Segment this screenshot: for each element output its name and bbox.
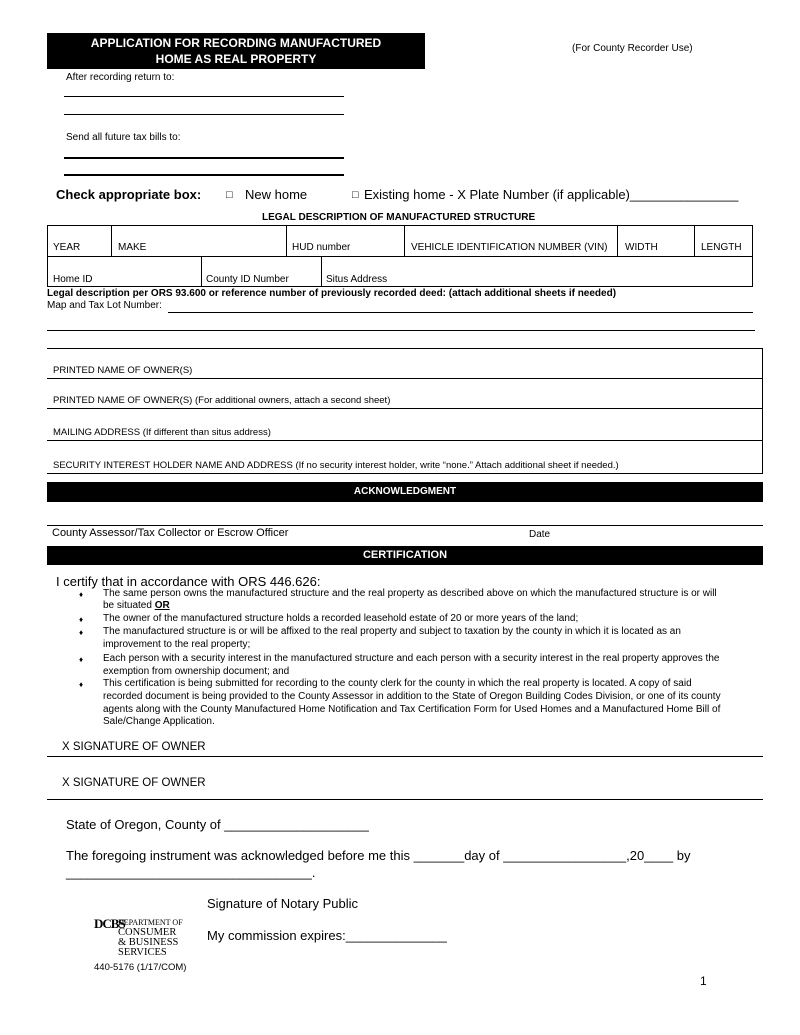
mailing-address-label: MAILING ADDRESS (If different than situs address) [53, 427, 271, 438]
new-home-label: New home [245, 187, 308, 202]
table-vline [694, 225, 695, 256]
acknowledged-by-line[interactable]: __________________________________. [66, 865, 316, 880]
logo-line3: & BUSINESS [118, 937, 179, 948]
date-label: Date [529, 529, 551, 540]
length-field[interactable]: LENGTH [701, 242, 742, 253]
bullet-diamond-icon: ♦ [79, 590, 84, 599]
legal-section-title: LEGAL DESCRIPTION OF MANUFACTURED STRUCTURE [262, 212, 536, 223]
assessor-signature-line[interactable] [47, 525, 763, 526]
map-tax-lot-line[interactable] [168, 312, 753, 313]
table-divider [47, 256, 753, 257]
bullet-diamond-icon: ♦ [79, 628, 84, 637]
table-vline [404, 225, 405, 256]
legal-description-label: Legal description per ORS 93.600 or reference number of previously recorded deed: (attach additional sheets if needed) [47, 288, 617, 299]
logo-line4: SERVICES [118, 947, 167, 958]
bullet-diamond-icon: ♦ [79, 680, 84, 689]
return-to-line-2[interactable] [64, 114, 344, 115]
dcbs-logo [94, 916, 190, 959]
county-id-field[interactable]: County ID Number [206, 274, 289, 285]
table-vline [111, 225, 112, 256]
bullet-1-line2 [103, 600, 170, 613]
mailing-address-line[interactable] [47, 440, 763, 441]
owner-signature-2-label: X SIGNATURE OF OWNER [62, 777, 206, 789]
bullet-5-line1: This certification is being submitted for recording to the county clerk for the county in which the real property is located. A copy of said [103, 678, 692, 689]
acknowledged-line[interactable]: The foregoing instrument was acknowledged before me this _______day of _________________,20____ by [66, 848, 691, 863]
return-to-line-1[interactable] [64, 96, 344, 97]
printed-name-additional-line[interactable] [47, 408, 763, 409]
bullet-5-line2: recorded document is being provided to the County Assessor in addition to the State of Oregon Building Codes Division, or one of its county [103, 691, 721, 702]
bullet-4-line2: exemption from ownership document; and [103, 666, 290, 677]
year-field[interactable]: YEAR [53, 242, 81, 253]
owner-signature-1-line[interactable] [47, 756, 763, 757]
printed-name-label: PRINTED NAME OF OWNER(S) [53, 365, 193, 376]
security-holder-line[interactable] [47, 473, 763, 474]
bullet-5-line3: agents along with the County Manufactured Home Notification and Tax Certification Form for Used Homes and a Manufactured Home Bill of [103, 704, 721, 715]
form-title [47, 33, 425, 69]
table-vline [201, 256, 202, 287]
bullet-diamond-icon: ♦ [79, 655, 84, 664]
page-number: 1 [700, 974, 707, 988]
existing-home-checkbox[interactable]: □ [352, 189, 359, 201]
owner-signature-2-line[interactable] [47, 799, 763, 800]
bullet-2: The owner of the manufactured structure holds a recorded leasehold estate of 20 or more years of the land; [103, 613, 579, 624]
county-recorder-use: (For County Recorder Use) [572, 43, 693, 54]
map-tax-lot-label: Map and Tax Lot Number: [47, 300, 162, 311]
bullet-1-text: be situated [103, 600, 155, 611]
table-vline [321, 256, 322, 287]
width-field[interactable]: WIDTH [625, 242, 658, 253]
form-title-line2: HOME AS REAL PROPERTY [155, 52, 317, 66]
legal-description-line-1[interactable] [47, 330, 755, 331]
logo-line1: DEPARTMENT OF [118, 918, 183, 927]
return-to-label: After recording return to: [66, 72, 175, 83]
make-field[interactable]: MAKE [118, 242, 147, 253]
table-vline [617, 225, 618, 256]
bullet-1-or: OR [154, 600, 170, 611]
hud-number-field[interactable]: HUD number [292, 242, 351, 253]
table-vline [286, 225, 287, 256]
situs-address-field[interactable]: Situs Address [326, 274, 388, 285]
printed-name-line[interactable] [47, 378, 763, 379]
commission-expires-line[interactable]: My commission expires:______________ [207, 928, 447, 943]
form-number: 440-5176 (1/17/COM) [94, 962, 187, 973]
acknowledgment-bar: ACKNOWLEDGMENT [47, 482, 763, 502]
notary-signature-label: Signature of Notary Public [207, 896, 359, 911]
tax-bills-line-1[interactable] [64, 157, 344, 159]
dcbs-monogram-icon: DCBS [94, 916, 125, 931]
state-county-line[interactable]: State of Oregon, County of ____________________ [66, 817, 369, 832]
existing-home-label: Existing home - X Plate Number (if applicable)_______________ [364, 187, 739, 202]
logo-line2: CONSUMER [118, 927, 177, 938]
printed-name-additional-label: PRINTED NAME OF OWNER(S) (For additional owners, attach a second sheet) [53, 395, 391, 406]
tax-bills-label: Send all future tax bills to: [66, 132, 181, 143]
security-holder-label: SECURITY INTEREST HOLDER NAME AND ADDRESS (If no security interest holder, write “none.” Attach additional sheet if needed.) [53, 460, 619, 471]
certify-intro: I certify that in accordance with ORS 446.626: [56, 574, 321, 589]
bullet-3-line2: improvement to the real property; [103, 639, 251, 650]
bullet-1-line1: The same person owns the manufactured structure and the real property as described above on which the manufactured structure is or will [103, 588, 717, 599]
check-box-label: Check appropriate box: [56, 187, 202, 202]
bullet-3-line1: The manufactured structure is or will be affixed to the real property and subject to taxation by the county in which it is located as an [103, 626, 681, 637]
home-id-field[interactable]: Home ID [53, 274, 93, 285]
tax-bills-line-2[interactable] [64, 174, 344, 176]
bullet-diamond-icon: ♦ [79, 615, 84, 624]
assessor-label: County Assessor/Tax Collector or Escrow Officer [52, 527, 289, 539]
form-title-line1: APPLICATION FOR RECORDING MANUFACTURED [90, 36, 382, 50]
new-home-checkbox[interactable]: □ [226, 189, 233, 201]
certification-bar: CERTIFICATION [47, 546, 763, 565]
bullet-4-line1: Each person with a security interest in the manufactured structure and each person with a security interest in the real property approves the [103, 653, 720, 664]
owner-signature-1-label: X SIGNATURE OF OWNER [62, 741, 206, 753]
vin-field[interactable]: VEHICLE IDENTIFICATION NUMBER (VIN) [411, 242, 608, 253]
bullet-5-line4: Sale/Change Application. [103, 716, 215, 727]
